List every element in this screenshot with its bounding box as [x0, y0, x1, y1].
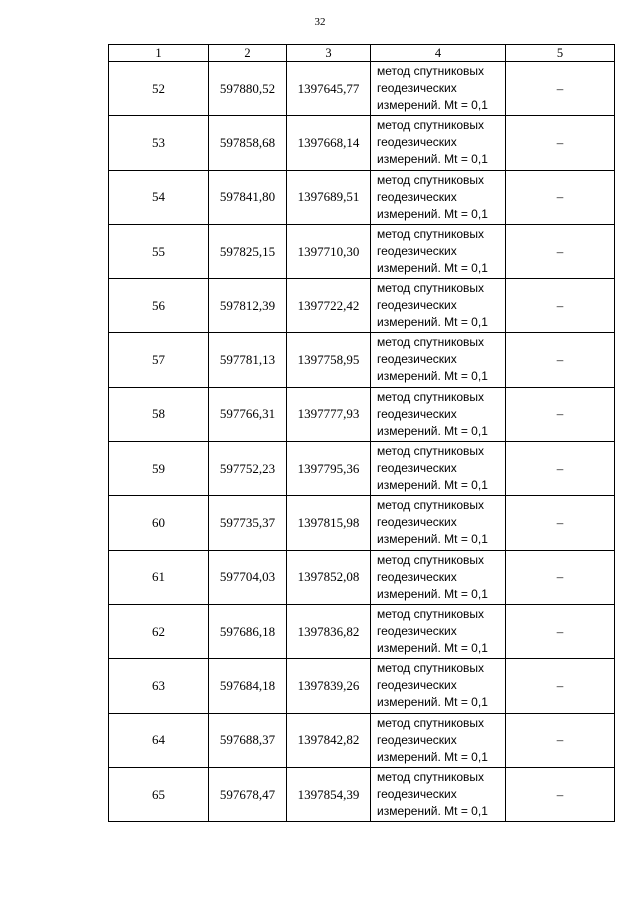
x-coordinate-cell: 597686,18 [209, 604, 287, 658]
method-text-line: измерений. Mt = 0,1 [377, 478, 488, 493]
method-text-line: измерений. Mt = 0,1 [377, 586, 488, 601]
note-cell: – [506, 604, 615, 658]
table-row [109, 659, 615, 713]
header-col-4: 4 [371, 45, 506, 62]
table-row [109, 442, 615, 496]
method-cell [371, 604, 506, 658]
point-number-cell: 60 [109, 496, 209, 550]
method-text-line: геодезических [377, 623, 457, 638]
point-number-cell: 54 [109, 170, 209, 224]
x-coordinate-cell: 597684,18 [209, 659, 287, 713]
table-row [109, 713, 615, 767]
y-coordinate-cell: 1397815,98 [287, 496, 371, 550]
method-text-line: метод спутниковых [377, 444, 485, 459]
table-row [109, 116, 615, 170]
header-col-1: 1 [109, 45, 209, 62]
method-text-line: измерений. Mt = 0,1 [377, 749, 488, 764]
x-coordinate-cell: 597858,68 [209, 116, 287, 170]
point-number-cell: 59 [109, 442, 209, 496]
point-number-cell: 52 [109, 62, 209, 116]
method-text-line: геодезических [377, 352, 457, 367]
y-coordinate-cell: 1397842,82 [287, 713, 371, 767]
x-coordinate-cell: 597735,37 [209, 496, 287, 550]
x-coordinate-cell: 597688,37 [209, 713, 287, 767]
y-coordinate-cell: 1397722,42 [287, 279, 371, 333]
method-text-line: метод спутниковых [377, 172, 485, 187]
method-text-line: метод спутниковых [377, 226, 485, 241]
method-cell [371, 116, 506, 170]
point-number-cell: 53 [109, 116, 209, 170]
method-text-line: метод спутниковых [377, 335, 485, 350]
table-row [109, 224, 615, 278]
point-number-cell: 65 [109, 767, 209, 821]
method-cell [371, 496, 506, 550]
method-text-line: измерений. Mt = 0,1 [377, 640, 488, 655]
note-cell: – [506, 659, 615, 713]
method-text-line: геодезических [377, 189, 457, 204]
x-coordinate-cell: 597752,23 [209, 442, 287, 496]
method-text-line: геодезических [377, 732, 457, 747]
table-header [109, 45, 615, 62]
method-text-line: измерений. Mt = 0,1 [377, 152, 488, 167]
note-cell: – [506, 713, 615, 767]
method-text-line: геодезических [377, 135, 457, 150]
x-coordinate-cell: 597781,13 [209, 333, 287, 387]
x-coordinate-cell: 597812,39 [209, 279, 287, 333]
y-coordinate-cell: 1397839,26 [287, 659, 371, 713]
method-text-line: геодезических [377, 786, 457, 801]
page-number: 32 [314, 16, 326, 28]
point-number-cell: 57 [109, 333, 209, 387]
method-cell [371, 279, 506, 333]
coordinates-table [108, 44, 615, 822]
header-col-3: 3 [287, 45, 371, 62]
method-text-line: метод спутниковых [377, 118, 485, 133]
method-text-line: измерений. Mt = 0,1 [377, 369, 488, 384]
method-cell [371, 442, 506, 496]
note-cell: – [506, 224, 615, 278]
x-coordinate-cell: 597678,47 [209, 767, 287, 821]
method-text-line: измерений. Mt = 0,1 [377, 532, 488, 547]
x-coordinate-cell: 597880,52 [209, 62, 287, 116]
method-text-line: геодезических [377, 298, 457, 313]
table-row [109, 496, 615, 550]
method-text-line: метод спутниковых [377, 281, 485, 296]
note-cell: – [506, 550, 615, 604]
method-text-line: измерений. Mt = 0,1 [377, 315, 488, 330]
note-cell: – [506, 767, 615, 821]
x-coordinate-cell: 597766,31 [209, 387, 287, 441]
note-cell: – [506, 62, 615, 116]
table-row [109, 333, 615, 387]
method-text-line: геодезических [377, 678, 457, 693]
method-text-line: измерений. Mt = 0,1 [377, 423, 488, 438]
method-text-line: геодезических [377, 243, 457, 258]
method-text-line: метод спутниковых [377, 552, 485, 567]
method-cell [371, 713, 506, 767]
y-coordinate-cell: 1397758,95 [287, 333, 371, 387]
method-text-line: метод спутниковых [377, 769, 485, 784]
point-number-cell: 58 [109, 387, 209, 441]
note-cell: – [506, 496, 615, 550]
table-body [109, 62, 615, 822]
method-text-line: метод спутниковых [377, 661, 485, 676]
x-coordinate-cell: 597704,03 [209, 550, 287, 604]
y-coordinate-cell: 1397689,51 [287, 170, 371, 224]
method-cell [371, 224, 506, 278]
point-number-cell: 62 [109, 604, 209, 658]
method-text-line: геодезических [377, 569, 457, 584]
method-text-line: геодезических [377, 461, 457, 476]
method-text-line: метод спутниковых [377, 498, 485, 513]
table-row [109, 170, 615, 224]
note-cell: – [506, 279, 615, 333]
header-col-5: 5 [506, 45, 615, 62]
y-coordinate-cell: 1397854,39 [287, 767, 371, 821]
method-text-line: геодезических [377, 515, 457, 530]
note-cell: – [506, 333, 615, 387]
method-text-line: измерений. Mt = 0,1 [377, 260, 488, 275]
y-coordinate-cell: 1397795,36 [287, 442, 371, 496]
point-number-cell: 55 [109, 224, 209, 278]
point-number-cell: 61 [109, 550, 209, 604]
table-row [109, 604, 615, 658]
y-coordinate-cell: 1397852,08 [287, 550, 371, 604]
table-row [109, 387, 615, 441]
header-row [109, 45, 615, 62]
method-text-line: метод спутниковых [377, 715, 485, 730]
method-cell [371, 62, 506, 116]
method-text-line: геодезических [377, 81, 457, 95]
method-text-line: измерений. Mt = 0,1 [377, 803, 488, 818]
note-cell: – [506, 116, 615, 170]
y-coordinate-cell: 1397710,30 [287, 224, 371, 278]
table-row [109, 550, 615, 604]
method-cell [371, 767, 506, 821]
method-text-line: метод спутниковых [377, 606, 485, 621]
point-number-cell: 56 [109, 279, 209, 333]
method-cell [371, 659, 506, 713]
point-number-cell: 64 [109, 713, 209, 767]
method-text-line: измерений. Mt = 0,1 [377, 98, 488, 112]
method-text-line: метод спутниковых [377, 389, 485, 404]
method-text-line: метод спутниковых [377, 64, 485, 78]
method-cell [371, 170, 506, 224]
y-coordinate-cell: 1397645,77 [287, 62, 371, 116]
method-cell [371, 387, 506, 441]
method-text-line: геодезических [377, 406, 457, 421]
header-col-2: 2 [209, 45, 287, 62]
y-coordinate-cell: 1397668,14 [287, 116, 371, 170]
y-coordinate-cell: 1397777,93 [287, 387, 371, 441]
x-coordinate-cell: 597825,15 [209, 224, 287, 278]
method-text-line: измерений. Mt = 0,1 [377, 695, 488, 710]
table-row [109, 767, 615, 821]
method-cell [371, 333, 506, 387]
point-number-cell: 63 [109, 659, 209, 713]
y-coordinate-cell: 1397836,82 [287, 604, 371, 658]
x-coordinate-cell: 597841,80 [209, 170, 287, 224]
method-text-line: измерений. Mt = 0,1 [377, 206, 488, 221]
note-cell: – [506, 170, 615, 224]
method-cell [371, 550, 506, 604]
table-row [109, 279, 615, 333]
table-row [109, 62, 615, 116]
note-cell: – [506, 442, 615, 496]
note-cell: – [506, 387, 615, 441]
